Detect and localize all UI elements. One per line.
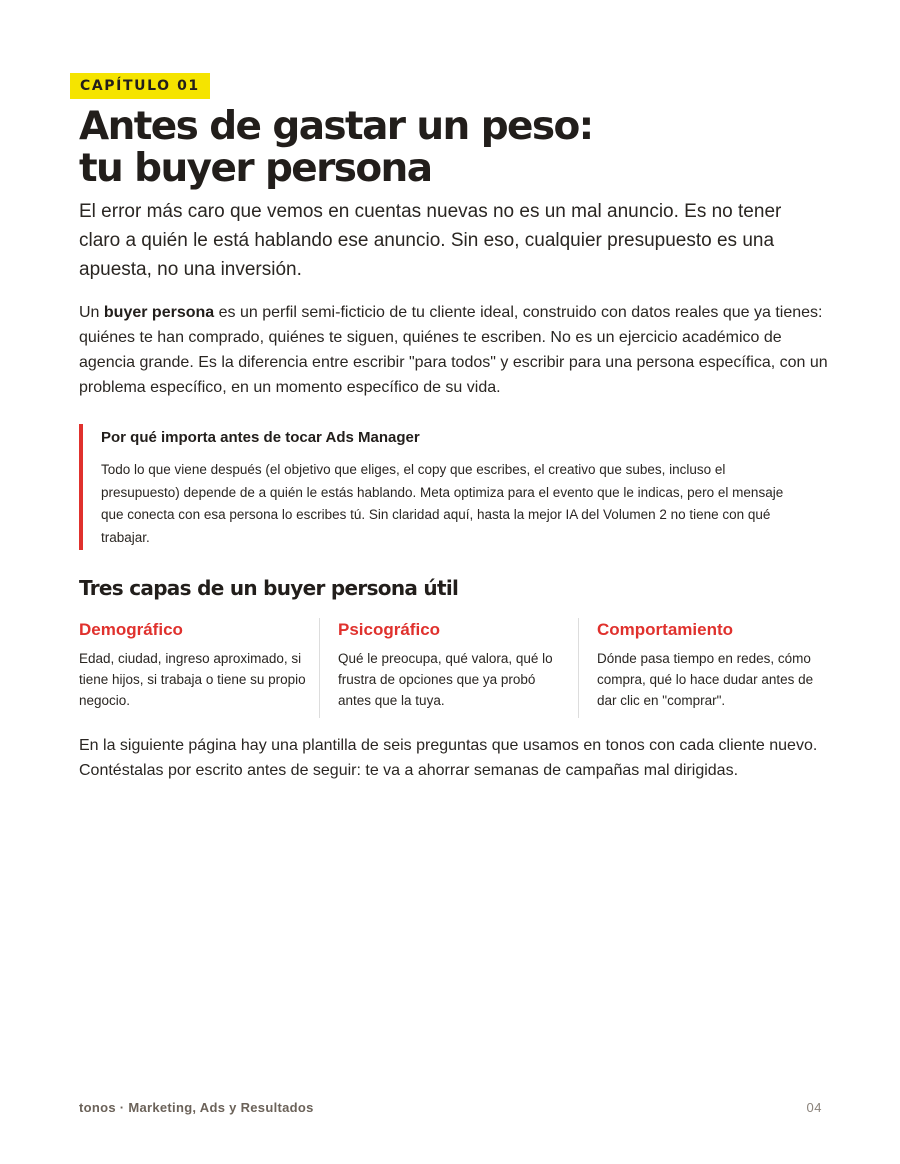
layer-body: Edad, ciudad, ingreso aproximado, si tiene hijos, si trabaja o tiene su propio negocio. [79, 651, 306, 708]
layer-title: Comportamiento [597, 620, 733, 639]
persona-layers [79, 618, 821, 718]
page-title [79, 106, 593, 190]
intro-bold-term: buyer persona [103, 304, 215, 321]
callout-title: Por qué importa antes de tocar Ads Manager [101, 429, 420, 446]
page-number: 04 [806, 1100, 822, 1115]
callout-box [79, 424, 803, 550]
intro-paragraph [79, 300, 829, 400]
section-title: Tres capas de un buyer persona útil [79, 576, 459, 600]
layer-column-psychographic [319, 618, 560, 718]
chapter-tag: CAPÍTULO 01 [70, 73, 210, 99]
layer-body: Dónde pasa tiempo en redes, cómo compra, qué lo hace dudar antes de dar clic en "comprar". [597, 651, 814, 708]
layer-column-demographic [79, 618, 309, 718]
layer-title: Demográfico [79, 620, 183, 639]
layer-title: Psicográfico [338, 620, 441, 639]
layer-column-behavior [578, 618, 822, 718]
lead-paragraph: El error más caro que vemos en cuentas nuevas no es un mal anuncio. Es no tener claro a quién le está hablando ese anuncio. Sin eso, cualquier presupuesto es una apuesta, no una inversión. [79, 201, 782, 280]
layer-body: Qué le preocupa, qué valora, qué lo frustra de opciones que ya probó antes que la tuya. [338, 651, 553, 708]
closing-paragraph: En la siguiente página hay una plantilla de seis preguntas que usamos en tonos con cada cliente nuevo. Contéstalas por escrito antes de seguir: te va a ahorrar semanas de campañas mal dirigidas. [79, 737, 818, 779]
footer-brand: tonos · Marketing, Ads y Resultados [79, 1100, 314, 1115]
intro-rest: es un perfil semi-ficticio de tu cliente ideal, construido con datos reales que ya tienes: quiénes te han comprado, quiénes te siguen, quiénes te escriben. No es un ejercicio académico de agencia grande. Es la diferencia entre escribir "para todos" y escribir para una persona específica, con un problema específico, en un momento específico de su vida. [79, 304, 828, 396]
intro-prefix: Un [79, 304, 104, 321]
page-title-line-1: Antes de gastar un peso: [79, 104, 593, 149]
page-title-line-2: tu buyer persona [79, 146, 432, 191]
callout-body: Todo lo que viene después (el objetivo que eliges, el copy que escribes, el creativo que subes, incluso el presupuesto) depende de a quién le estás hablando. Meta optimiza para el evento que le indicas, pero el mensaje que conecta con esa persona lo escribes tú. Sin claridad aquí, hasta la mejor IA del Volumen 2 no tiene con qué trabajar. [101, 462, 784, 545]
